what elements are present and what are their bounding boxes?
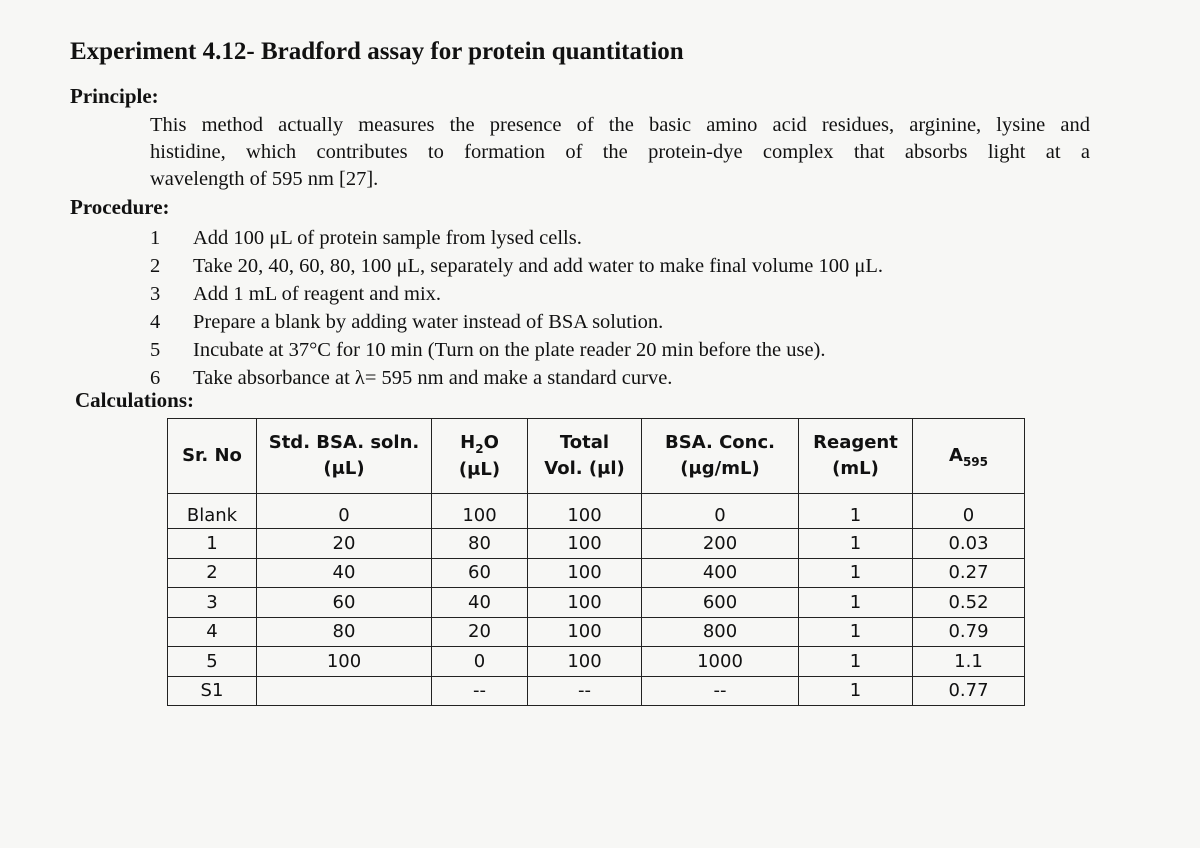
cell-sr-no: 5	[168, 647, 257, 677]
cell-water: 40	[432, 588, 528, 618]
step-text: Prepare a blank by adding water instead of BSA solution.	[193, 311, 664, 333]
cell-std-bsa: 40	[257, 558, 432, 588]
table-row	[168, 494, 1025, 529]
header-std-bsa: Std. BSA. soln. (μL)	[257, 419, 432, 494]
table-row	[168, 647, 1025, 677]
cell-water: --	[432, 676, 528, 706]
table-row	[168, 617, 1025, 647]
page-title: Experiment 4.12- Bradford assay for protein quantitation	[70, 38, 684, 65]
cell-total-vol: 100	[528, 494, 642, 529]
cell-std-bsa: 60	[257, 588, 432, 618]
cell-a595: 0.79	[913, 617, 1025, 647]
cell-sr-no: 4	[168, 617, 257, 647]
cell-reagent: 1	[799, 588, 913, 618]
principle-text	[150, 112, 1090, 193]
step-number: 5	[150, 339, 161, 361]
procedure-step	[148, 308, 883, 336]
step-text: Add 1 mL of reagent and mix.	[193, 283, 442, 305]
cell-std-bsa: 100	[257, 647, 432, 677]
cell-water: 0	[432, 647, 528, 677]
header-bsa-conc: BSA. Conc. (μg/mL)	[642, 419, 799, 494]
step-number: 6	[150, 367, 161, 389]
procedure-list	[148, 224, 883, 392]
cell-sr-no: 2	[168, 558, 257, 588]
cell-water: 20	[432, 617, 528, 647]
cell-sr-no: 1	[168, 529, 257, 559]
cell-std-bsa: 20	[257, 529, 432, 559]
header-water: $H_2O$ (μL)	[432, 419, 528, 494]
cell-reagent: 1	[799, 676, 913, 706]
cell-a595: 0.77	[913, 676, 1025, 706]
table-row	[168, 558, 1025, 588]
cell-std-bsa: 80	[257, 617, 432, 647]
cell-total-vol: --	[528, 676, 642, 706]
cell-a595: 0.52	[913, 588, 1025, 618]
cell-bsa-conc: --	[642, 676, 799, 706]
step-number: 3	[150, 283, 161, 305]
step-number: 4	[150, 311, 161, 333]
cell-water: 100	[432, 494, 528, 529]
procedure-step	[148, 252, 883, 280]
cell-water: 60	[432, 558, 528, 588]
cell-sr-no: S1	[168, 676, 257, 706]
step-text: Take absorbance at λ= 595 nm and make a standard curve.	[193, 367, 673, 389]
header-a595: $A_{595}$	[913, 419, 1025, 494]
cell-water: 80	[432, 529, 528, 559]
cell-reagent: 1	[799, 647, 913, 677]
calculations-table	[167, 418, 1025, 706]
cell-bsa-conc: 0	[642, 494, 799, 529]
table-row	[168, 529, 1025, 559]
cell-total-vol: 100	[528, 529, 642, 559]
procedure-step	[148, 336, 883, 364]
cell-std-bsa: 0	[257, 494, 432, 529]
cell-bsa-conc: 200	[642, 529, 799, 559]
cell-reagent: 1	[799, 617, 913, 647]
cell-total-vol: 100	[528, 647, 642, 677]
cell-a595: 0.27	[913, 558, 1025, 588]
table-row	[168, 588, 1025, 618]
cell-bsa-conc: 800	[642, 617, 799, 647]
cell-total-vol: 100	[528, 558, 642, 588]
cell-bsa-conc: 400	[642, 558, 799, 588]
principle-heading: Principle:	[70, 84, 159, 108]
cell-sr-no: 3	[168, 588, 257, 618]
header-sr-no: Sr. No	[168, 419, 257, 494]
step-text: Incubate at 37°C for 10 min (Turn on the plate reader 20 min before the use).	[193, 339, 826, 361]
cell-bsa-conc: 1000	[642, 647, 799, 677]
table-header-row	[168, 419, 1025, 494]
cell-reagent: 1	[799, 558, 913, 588]
procedure-heading: Procedure:	[70, 195, 170, 219]
calculations-heading: Calculations:	[75, 388, 195, 412]
step-text: Add 100 μL of protein sample from lysed cells.	[193, 227, 582, 249]
cell-reagent: 1	[799, 494, 913, 529]
cell-a595: 0	[913, 494, 1025, 529]
cell-total-vol: 100	[528, 588, 642, 618]
cell-bsa-conc: 600	[642, 588, 799, 618]
procedure-step	[148, 364, 883, 392]
procedure-step	[148, 280, 883, 308]
step-number: 2	[150, 255, 161, 277]
principle-line: wavelength of 595 nm [27].	[150, 168, 379, 190]
table-body	[168, 494, 1025, 706]
header-total-vol: Total Vol. (μl)	[528, 419, 642, 494]
cell-total-vol: 100	[528, 617, 642, 647]
step-number: 1	[150, 227, 161, 249]
procedure-step	[148, 224, 883, 252]
cell-reagent: 1	[799, 529, 913, 559]
principle-line: This method actually measures the presence of the basic amino acid residues, arginine, lysine and	[150, 114, 1090, 136]
cell-a595: 1.1	[913, 647, 1025, 677]
table-row	[168, 676, 1025, 706]
cell-a595: 0.03	[913, 529, 1025, 559]
principle-line: histidine, which contributes to formation of the protein-dye complex that absorbs light at a	[150, 141, 1090, 163]
cell-sr-no: Blank	[168, 494, 257, 529]
header-reagent: Reagent (mL)	[799, 419, 913, 494]
step-text: Take 20, 40, 60, 80, 100 μL, separately and add water to make final volume 100 μL.	[193, 255, 884, 277]
cell-std-bsa	[257, 676, 432, 706]
